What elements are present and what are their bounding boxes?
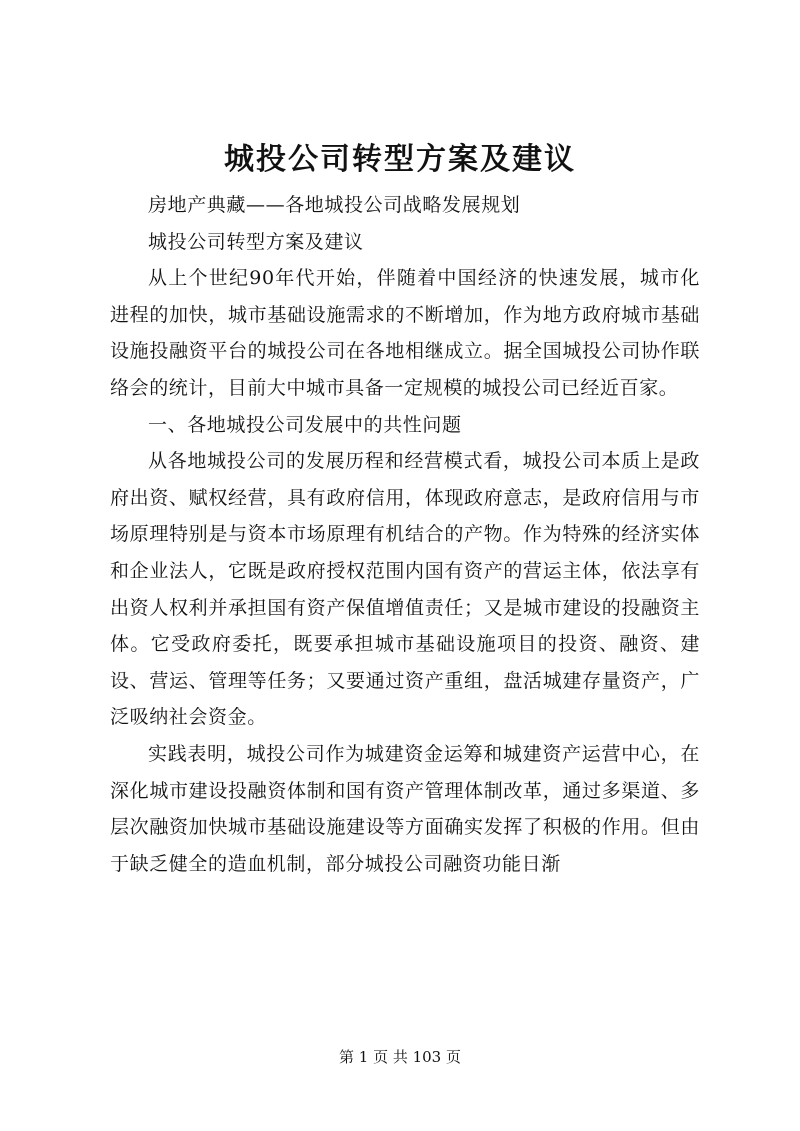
subtitle-paragraph: 房地产典藏——各地城投公司战略发展规划 (148, 194, 521, 216)
body-paragraph: 实践表明，城投公司作为城建资金运筹和城建资产运营中心，在深化城市建设投融资体制和国有资产管理体制改革，通过多渠道、多层次融资加快城市基础设施建设等方面确实发挥了积极的作用。但由于缺乏健全的造血机制，部分城投公司融资功能日渐 (110, 742, 700, 875)
heading-paragraph: 城投公司转型方案及建议 (148, 230, 364, 253)
document-body (110, 187, 700, 882)
body-paragraph: 从各地城投公司的发展历程和经营模式看，城投公司本质上是政府出资、赋权经营，具有政府信用，体现政府意志，是政府信用与市场原理特别是与资本市场原理有机结合的产物。作为特殊的经济实体和企业法人，它既是政府授权范围内国有资产的营运主体，依法享有出资人权利并承担国有资产保值增值责任；又是城市建设的投融资主体。它受政府委托，既要承担城市基础设施项目的投资、融资、建设、营运、管理等任务；又要通过资产重组，盘活城建存量资产，广泛吸纳社会资金。 (110, 450, 700, 729)
intro-paragraph: 从上个世纪90年代开始，伴随着中国经济的快速发展，城市化进程的加快，城市基础设施需求的不断增加，作为地方政府城市基础设施投融资平台的城投公司在各地相继成立。据全国城投公司协作联络会的统计，目前大中城市具备一定规模的城投公司已经近百家。 (110, 267, 700, 399)
document-title: 城投公司转型方案及建议 (224, 142, 576, 177)
section-heading: 一、各地城投公司发展中的共性问题 (148, 413, 462, 436)
page-number: 第 1 页 共 103 页 (338, 1048, 461, 1066)
